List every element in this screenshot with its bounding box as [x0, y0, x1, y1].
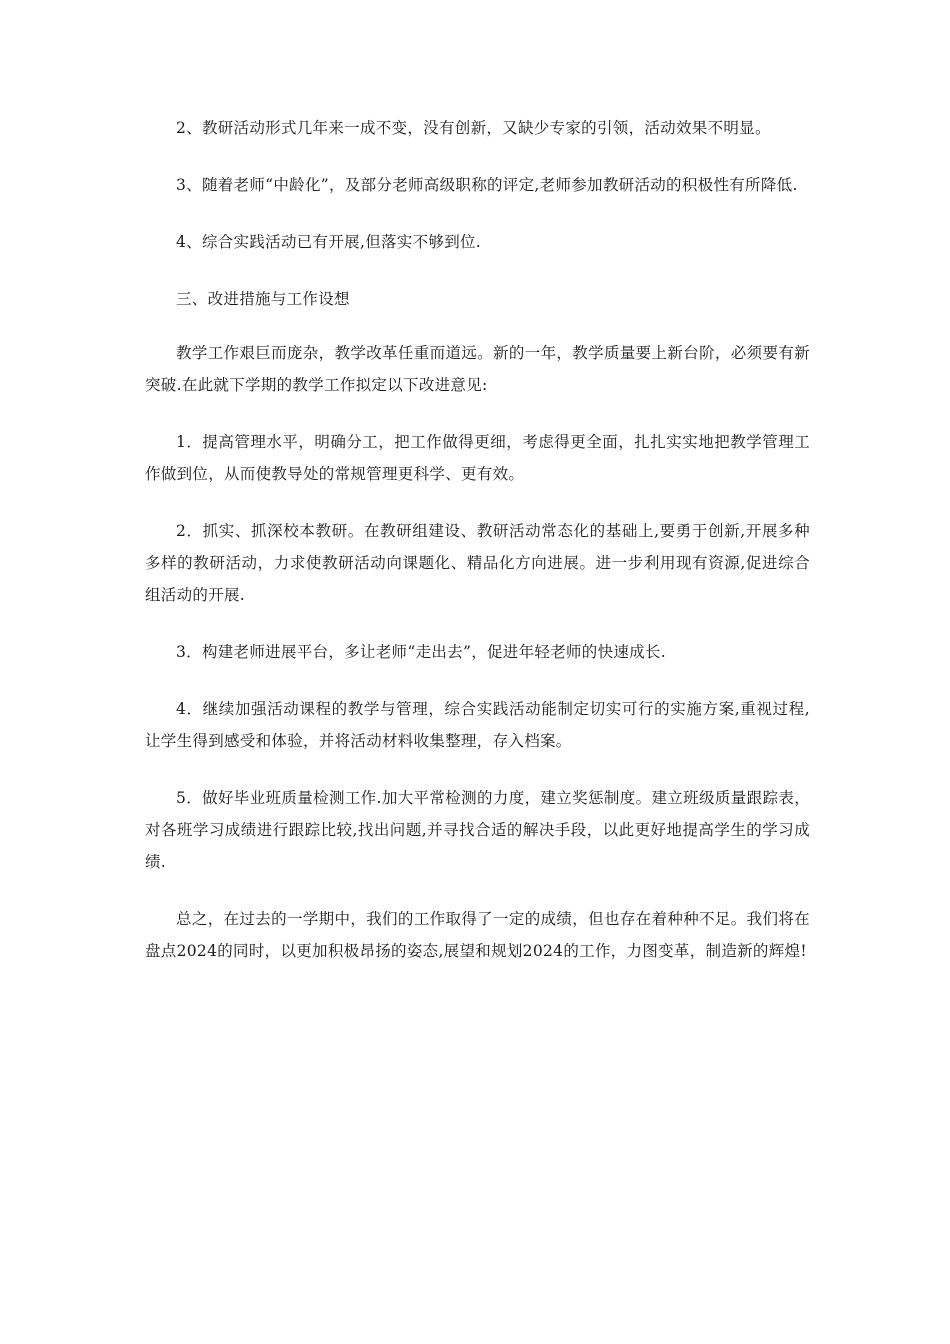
paragraph-measure-3: 3．构建老师进展平台，多让老师“走出去”，促进年轻老师的快速成长.: [176, 643, 667, 661]
paragraph-intro: 教学工作艰巨而庞杂，教学改革任重而道远。新的一年，教学质量要上新台阶，必须要有新突破.在此就下学期的教学工作拟定以下改进意见:: [145, 344, 810, 394]
paragraph-problem-3: 3、随着老师“中龄化”，及部分老师高级职称的评定,老师参加教研活动的积极性有所降低.: [176, 176, 798, 194]
paragraph-measure-5: 5．做好毕业班质量检测工作.加大平常检测的力度，建立奖惩制度。建立班级质量跟踪表，对各班学习成绩进行跟踪比较,找出问题,并寻找合适的解决手段，以此更好地提高学生的学习成绩.: [145, 789, 810, 871]
paragraph-problem-4: 4、综合实践活动已有开展,但落实不够到位.: [176, 233, 482, 251]
paragraph-measure-4: 4．继续加强活动课程的教学与管理，综合实践活动能制定切实可行的实施方案,重视过程,让学生得到感受和体验，并将活动材料收集整理，存入档案。: [145, 700, 810, 750]
paragraph-measure-1: 1．提高管理水平，明确分工，把工作做得更细，考虑得更全面，扎扎实实地把教学管理工作做到位，从而使教导处的常规管理更科学、更有效。: [145, 433, 810, 483]
section-heading-improvement: 三、改进措施与工作设想: [176, 290, 350, 308]
paragraph-conclusion: 总之，在过去的一学期中，我们的工作取得了一定的成绩，但也存在着种种不足。我们将在盘点2024的同时，以更加积极昂扬的姿态,展望和规划2024的工作，力图变革，制造新的辉煌!: [145, 910, 810, 960]
paragraph-problem-2: 2、教研活动形式几年来一成不变，没有创新，又缺少专家的引领，活动效果不明显。: [176, 119, 771, 137]
document-page: [145, 112, 810, 992]
paragraph-measure-2: 2．抓实、抓深校本教研。在教研组建设、教研活动常态化的基础上,要勇于创新,开展多种多样的教研活动，力求使教研活动向课题化、精品化方向进展。进一步利用现有资源,促进综合组活动的开展.: [145, 522, 810, 604]
